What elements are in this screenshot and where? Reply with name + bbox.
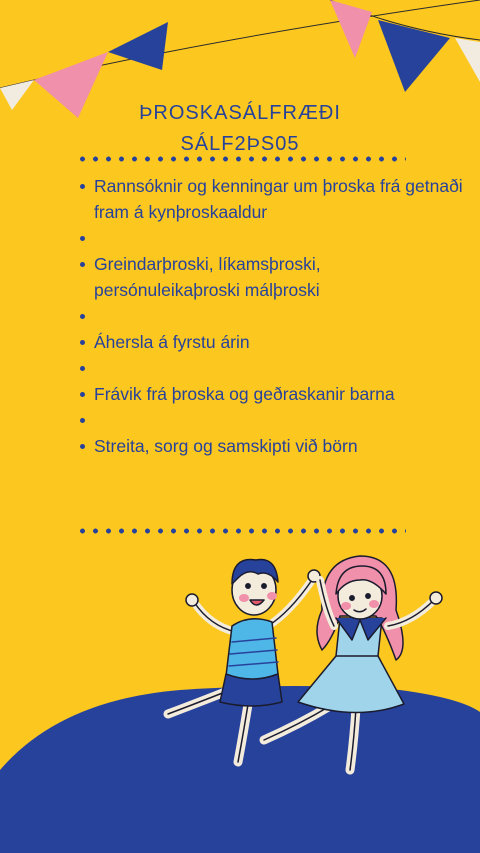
topic-item: Streita, sorg og samskipti við börn xyxy=(78,433,463,459)
flag-white xyxy=(455,38,480,82)
dotted-divider-bottom xyxy=(76,528,406,534)
blue-hill xyxy=(0,686,480,853)
flag-blue xyxy=(378,20,450,92)
topic-item: Frávik frá þroska og geðraskanir barna xyxy=(78,381,463,407)
topic-item: Greindarþroski, líkamsþroski, persónuleikaþroski málþroski xyxy=(78,251,463,303)
dotted-divider-top xyxy=(76,156,406,162)
topic-item: Áhersla á fyrstu árin xyxy=(78,329,463,355)
topic-list xyxy=(78,173,463,459)
flag-blue xyxy=(108,22,168,70)
course-title: ÞROSKASÁLFRÆÐI xyxy=(139,102,341,124)
topic-item xyxy=(78,225,463,251)
dancing-children-illustration xyxy=(0,540,480,853)
topic-item: Rannsóknir og kenningar um þroska frá getnaði fram á kynþroskaaldur xyxy=(78,173,463,225)
flag-pink xyxy=(330,0,372,58)
course-code: SÁLF2ÞS05 xyxy=(180,133,300,155)
topic-item xyxy=(78,355,463,381)
topic-item xyxy=(78,407,463,433)
topic-item xyxy=(78,303,463,329)
flag-white xyxy=(0,80,34,110)
